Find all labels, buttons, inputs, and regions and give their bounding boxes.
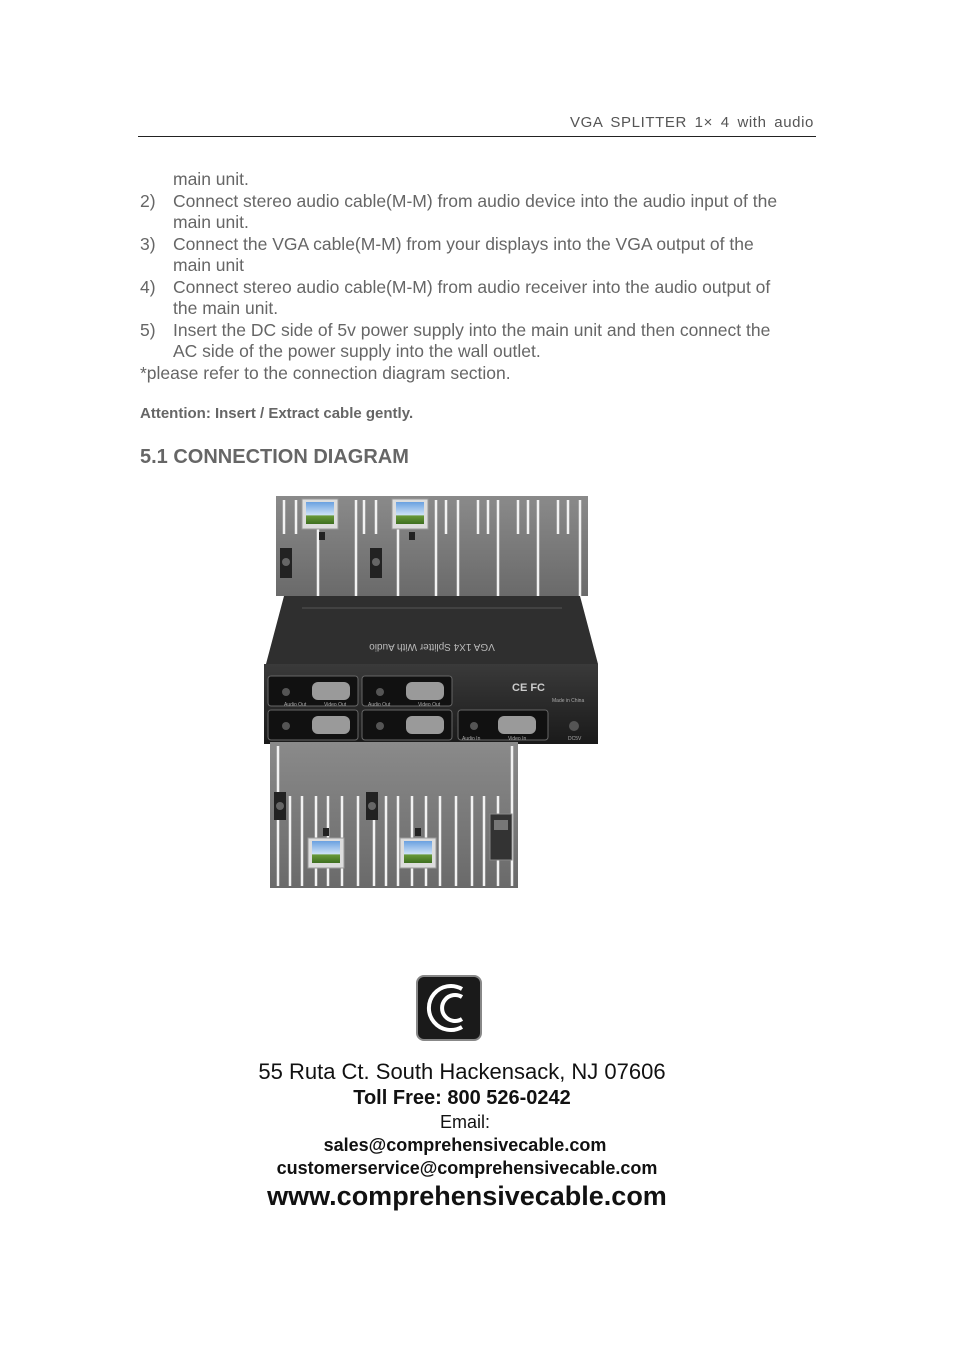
section-heading: 5.1 CONNECTION DIAGRAM	[140, 446, 409, 468]
port-label: Audio Out	[284, 702, 307, 708]
header-rule	[138, 136, 816, 137]
service-email[interactable]: customerservice@comprehensivecable.com	[276, 1158, 658, 1178]
port-label: Video Out	[324, 702, 347, 708]
step-number: 3)	[140, 233, 156, 254]
instructions-list	[140, 169, 820, 384]
speaker-icon	[274, 792, 286, 820]
step-5	[140, 320, 820, 342]
top-cable-bundle	[276, 496, 588, 596]
step-text-cont: AC side of the power supply into the wall outlet.	[173, 341, 541, 361]
device-label: VGA 1X4 Splitter With Audio	[369, 641, 495, 652]
speaker-icon	[370, 548, 382, 578]
port-label: Audio In	[462, 736, 481, 742]
port-label: Audio Out	[368, 702, 391, 708]
speaker-icon	[366, 792, 378, 820]
step-text: Connect the VGA cable(M-M) from your displays into the VGA output of the	[173, 233, 754, 254]
step-text: Connect stereo audio cable(M-M) from audio receiver into the audio output of	[173, 276, 771, 297]
website-link[interactable]: www.comprehensivecable.com	[267, 1181, 667, 1211]
port-label: Video In	[508, 736, 527, 742]
port-label: Made in China	[552, 698, 585, 704]
port-label: Video Out	[418, 702, 441, 708]
bottom-cable-bundle	[270, 742, 518, 888]
toll-free-number: Toll Free: 800 526-0242	[353, 1087, 571, 1109]
step-2	[140, 191, 820, 213]
company-logo-icon	[416, 975, 482, 1041]
company-address: 55 Ruta Ct. South Hackensack, NJ 07606	[258, 1059, 666, 1084]
sales-email[interactable]: sales@comprehensivecable.com	[323, 1135, 607, 1155]
step-number: 2)	[140, 190, 156, 211]
step-text-cont: main unit	[173, 255, 245, 275]
note-text: *please refer to the connection diagram section.	[140, 362, 511, 383]
continuation-text: main unit.	[173, 169, 249, 189]
speaker-icon	[280, 548, 292, 578]
header-title: VGA SPLITTER 1× 4 with audio	[570, 114, 814, 131]
connection-diagram	[262, 496, 602, 891]
power-adapter-icon	[490, 814, 512, 860]
step-4	[140, 277, 820, 299]
splitter-device	[264, 596, 598, 744]
step-number: 4)	[140, 276, 156, 297]
step-number: 5)	[140, 319, 156, 340]
step-text-cont: the main unit.	[173, 298, 279, 318]
port-label: DC5V	[568, 736, 582, 742]
step-3	[140, 234, 820, 256]
step-text: Connect stereo audio cable(M-M) from audio device into the audio input of the	[173, 190, 778, 211]
email-label: Email:	[439, 1112, 490, 1132]
step-text-cont: main unit.	[173, 212, 249, 232]
svg-text:CE FC: CE FC	[512, 682, 545, 694]
attention-note: Attention: Insert / Extract cable gently.	[140, 405, 414, 422]
step-text: Insert the DC side of 5v power supply into the main unit and then connect the	[173, 319, 771, 340]
